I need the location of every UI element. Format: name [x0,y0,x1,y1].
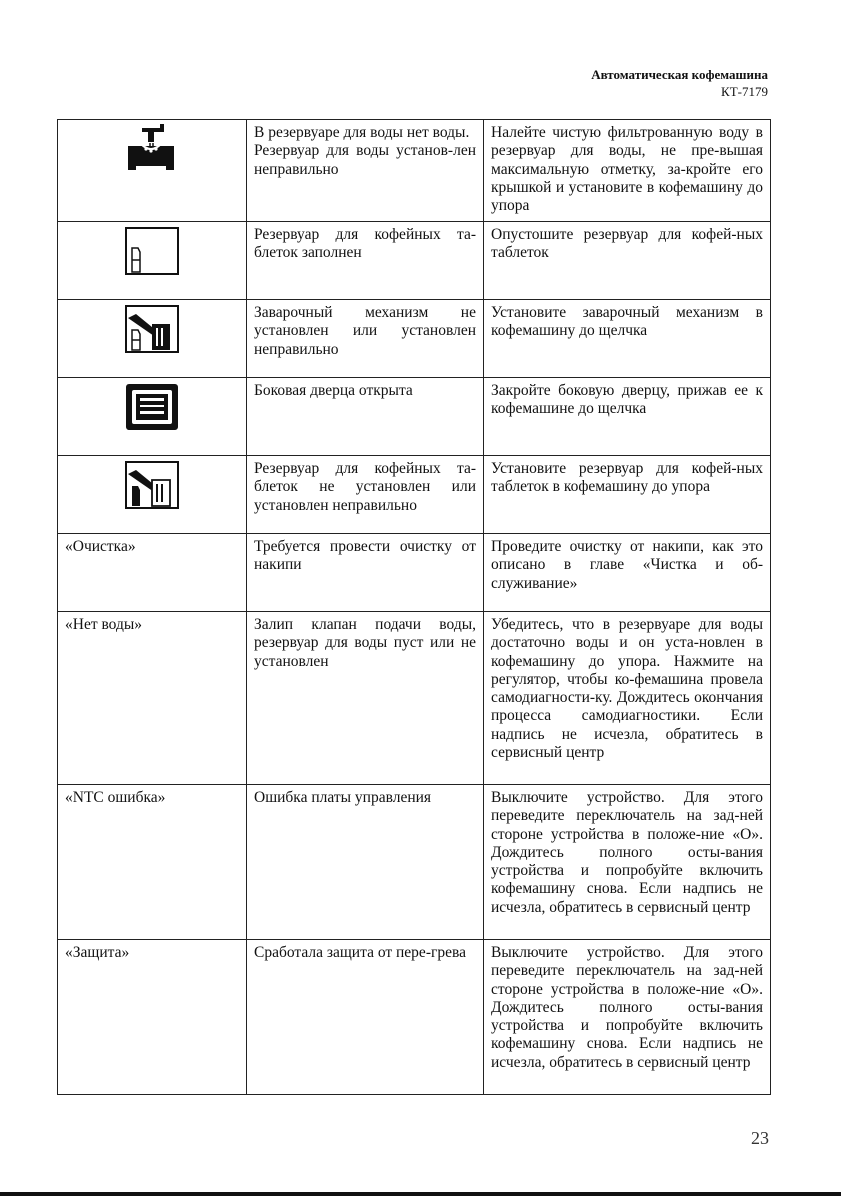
indicator-cell: «NTC ошибка» [58,785,247,940]
indicator-cell [58,378,247,456]
running-header [591,66,768,100]
troubleshooting-table [57,119,771,1095]
cause-cell: Сработала защита от пере-грева [247,940,484,1095]
table-row [58,534,771,612]
table-row [58,456,771,534]
page-number: 23 [751,1128,769,1148]
grounds-container-missing-icon [124,460,180,510]
indicator-cell [58,120,247,222]
table-row [58,378,771,456]
solution-cell: Налейте чистую фильтрованную воду в резервуар для воды, не пре-вышая максимальную отметку, за-кройте его крышкой и установите в кофемашину до упора [484,120,771,222]
solution-cell: Выключите устройство. Для этого переведите переключатель на зад-ней стороне устройства в положе-ние «О». Дождитесь полного осты-вания устройства и попробуйте включить кофемашину снова. Если надпись не исчезла, обратитесь в сервисный центр [484,940,771,1095]
indicator-cell [58,300,247,378]
table-row [58,612,771,785]
cause-cell: Резервуар для кофейных та-блеток заполнен [247,222,484,300]
solution-cell: Опустошите резервуар для кофей-ных таблеток [484,222,771,300]
coffee-grounds-container-icon [124,226,180,276]
header-title: Автоматическая кофемашина [591,67,768,82]
table-row [58,120,771,222]
table-row [58,785,771,940]
water-tank-icon [124,124,180,174]
table-row [58,222,771,300]
brewing-unit-icon [124,304,180,354]
indicator-cell: «Очистка» [58,534,247,612]
indicator-cell [58,456,247,534]
solution-cell: Установите резервуар для кофей-ных таблеток в кофемашину до упора [484,456,771,534]
cause-cell: Резервуар для кофейных та-блеток не установлен или установлен неправильно [247,456,484,534]
solution-cell: Проведите очистку от накипи, как это описано в главе «Чистка и об-служивание» [484,534,771,612]
table-row [58,300,771,378]
solution-cell: Выключите устройство. Для этого переведите переключатель на зад-ней стороне устройства в положе-ние «О». Дождитесь полного осты-вания устройства и попробуйте включить кофемашину снова. Если надпись не исчезла, обратитесь в сервисный центр [484,785,771,940]
side-door-icon [124,382,180,432]
bottom-rule [0,1192,841,1196]
solution-cell: Убедитесь, что в резервуаре для воды достаточно воды и он уста-новлен в кофемашину до упора. Нажмите на регулятор, чтобы ко-фемашина провела самодиагности-ку. Дождитесь окончания процесса самодиагностики. Если надпись не исчезла, обратитесь в сервисный центр [484,612,771,785]
table-row [58,940,771,1095]
indicator-cell: «Нет воды» [58,612,247,785]
indicator-cell: «Защита» [58,940,247,1095]
cause-cell: Требуется провести очистку от накипи [247,534,484,612]
solution-cell: Закройте боковую дверцу, прижав ее к кофемашине до щелчка [484,378,771,456]
header-model: КТ-7179 [721,84,768,99]
solution-cell: Установите заварочный механизм в кофемашину до щелчка [484,300,771,378]
indicator-cell [58,222,247,300]
cause-cell: Боковая дверца открыта [247,378,484,456]
cause-cell: В резервуаре для воды нет воды. Резервуар для воды установ-лен неправильно [247,120,484,222]
cause-cell: Заварочный механизм не установлен или установлен неправильно [247,300,484,378]
cause-cell: Ошибка платы управления [247,785,484,940]
cause-cell: Залип клапан подачи воды, резервуар для воды пуст или не установлен [247,612,484,785]
